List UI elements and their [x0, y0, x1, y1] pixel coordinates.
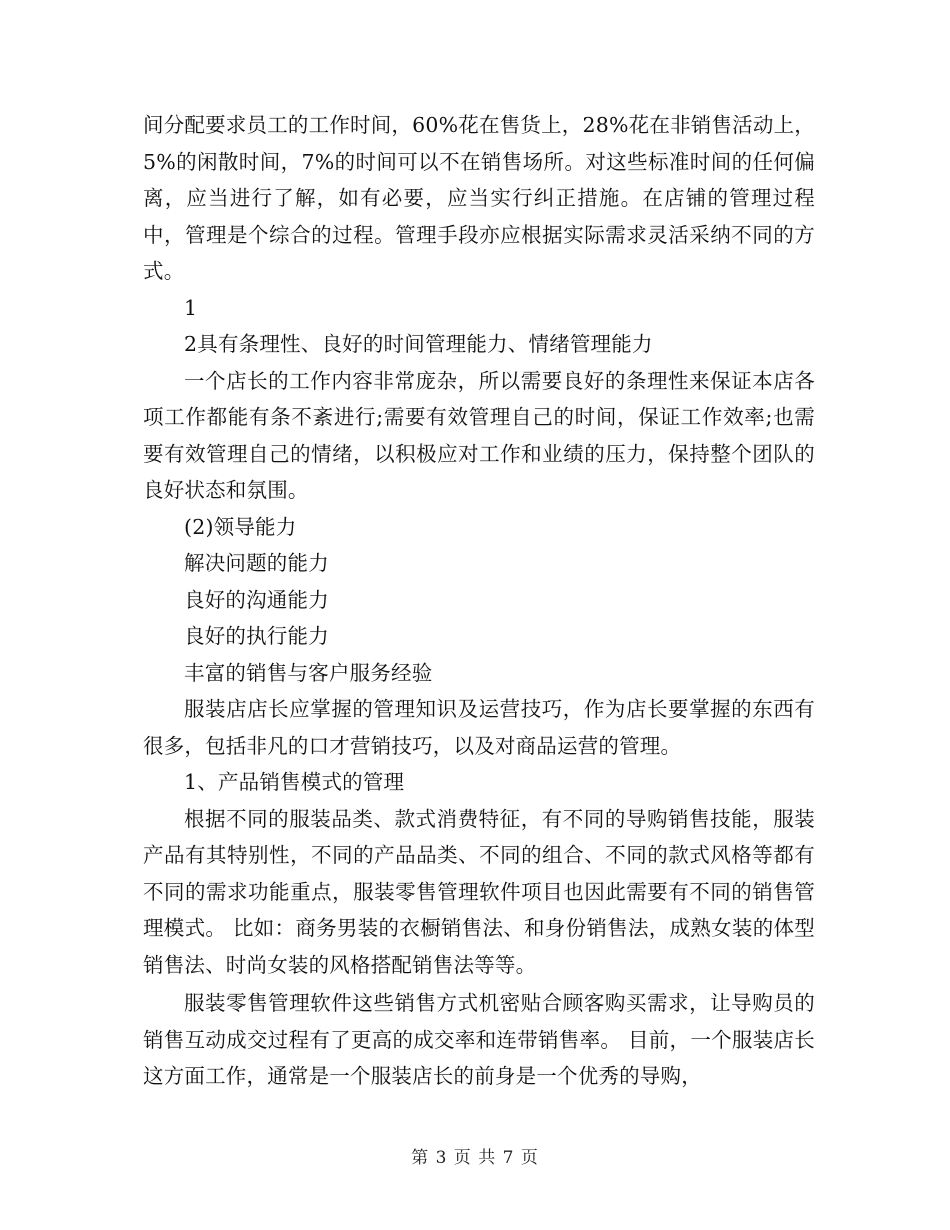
list-item-execution: 良好的执行能力: [184, 624, 329, 648]
heading-sales-mode: 1、产品销售模式的管理: [184, 770, 405, 794]
heading-leadership: (2)领导能力: [184, 514, 297, 539]
paragraph-time-allocation: 间分配要求员工的工作时间，60%花在售货上，28%花在非销售活动上，5%的闲散时间，7%的时间可以不在销售场所。对这些标准时间的任何偏离，应当进行了解，如有必要，应当实行纠正措施。在店铺的管理过程中，管理是个综合的过程。管理手段亦应根据实际需求灵活采纳不同的方式。: [143, 113, 815, 283]
page-number-footer: 第 3 页 共 7 页: [411, 1148, 539, 1168]
list-item-communication: 良好的沟通能力: [184, 587, 329, 612]
document-body: [143, 107, 815, 1095]
paragraph-sales-techniques: 根据不同的服装品类、款式消费特征，有不同的导购销售技能，服装产品有其特别性，不同的产品品类、不同的组合、不同的款式风格等都有不同的需求功能重点，服装零售管理软件项目也因此需要有不同的销售管理模式。 比如：商务男装的衣橱销售法、和身份销售法，成熟女装的体型销售法、时尚女装的风格搭配销售法等等。: [143, 806, 815, 977]
list-item-sales-experience: 丰富的销售与客户服务经验: [184, 660, 433, 685]
list-item-problem-solving: 解决问题的能力: [184, 551, 329, 575]
paragraph-retail-software: 服装零售管理软件这些销售方式机密贴合顾客购买需求，让导购员的销售互动成交过程有了更高的成交率和连带销售率。 目前，一个服装店长这方面工作，通常是一个服装店长的前身是一个优秀的导购，: [143, 991, 815, 1088]
paragraph-store-manager-work: 一个店长的工作内容非常庞杂，所以需要良好的条理性来保证本店各项工作都能有条不紊进行;需要有效管理自己的时间，保证工作效率;也需要有效管理自己的情绪，以积极应对工作和业绩的压力，保持整个团队的良好状态和氛围。: [143, 368, 815, 502]
section-number-1: 1: [184, 295, 198, 320]
heading-organization-ability: 2具有条理性、良好的时间管理能力、情绪管理能力: [184, 332, 653, 356]
paragraph-management-knowledge: 服装店店长应掌握的管理知识及运营技巧，作为店长要掌握的东西有很多，包括非凡的口才营销技巧，以及对商品运营的管理。: [143, 697, 815, 758]
